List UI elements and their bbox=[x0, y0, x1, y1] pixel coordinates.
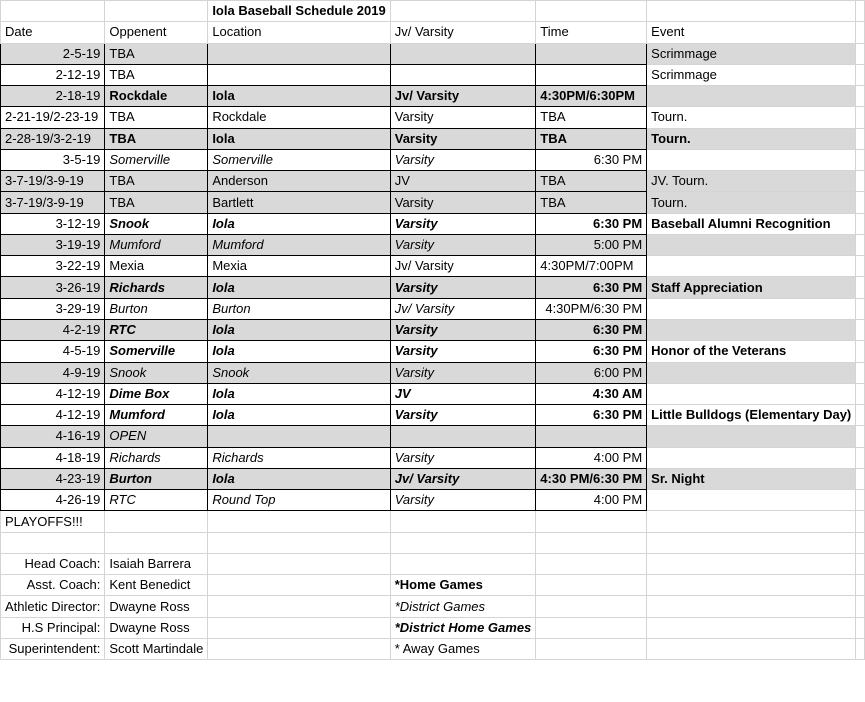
staff-name[interactable]: Dwayne Ross bbox=[105, 596, 208, 617]
game-date[interactable]: 3-29-19 bbox=[1, 298, 105, 319]
game-date[interactable]: 2-18-19 bbox=[1, 86, 105, 107]
game-date[interactable]: 4-26-19 bbox=[1, 490, 105, 511]
game-event[interactable] bbox=[647, 234, 856, 255]
staff-name[interactable]: Scott Martindale bbox=[105, 638, 208, 659]
game-date[interactable]: 3-12-19 bbox=[1, 213, 105, 234]
game-date[interactable]: 3-22-19 bbox=[1, 256, 105, 277]
game-date[interactable]: 4-9-19 bbox=[1, 362, 105, 383]
game-opponent[interactable]: Richards bbox=[105, 277, 208, 298]
game-time[interactable]: 6:00 PM bbox=[536, 362, 647, 383]
game-event[interactable]: JV. Tourn. bbox=[647, 171, 856, 192]
blank-cell[interactable] bbox=[647, 596, 856, 617]
game-opponent[interactable]: TBA bbox=[105, 107, 208, 128]
staff-role[interactable]: Head Coach: bbox=[1, 553, 105, 574]
game-event[interactable] bbox=[647, 490, 856, 511]
game-level[interactable] bbox=[390, 64, 536, 85]
header-opponent[interactable]: Oppenent bbox=[105, 22, 208, 43]
sheet-title[interactable]: Iola Baseball Schedule 2019 bbox=[208, 1, 390, 22]
game-date[interactable]: 4-18-19 bbox=[1, 447, 105, 468]
game-date[interactable]: 3-7-19/3-9-19 bbox=[1, 171, 105, 192]
game-opponent[interactable]: TBA bbox=[105, 171, 208, 192]
game-location[interactable]: Anderson bbox=[208, 171, 390, 192]
game-level[interactable]: Jv/ Varsity bbox=[390, 298, 536, 319]
blank-cell[interactable] bbox=[856, 107, 865, 128]
game-date[interactable]: 3-26-19 bbox=[1, 277, 105, 298]
blank-cell[interactable] bbox=[208, 596, 390, 617]
blank-cell[interactable] bbox=[1, 1, 105, 22]
game-date[interactable]: 3-5-19 bbox=[1, 149, 105, 170]
blank-cell[interactable] bbox=[856, 213, 865, 234]
game-event[interactable]: Tourn. bbox=[647, 192, 856, 213]
blank-cell[interactable] bbox=[208, 575, 390, 596]
game-date[interactable]: 4-2-19 bbox=[1, 319, 105, 340]
game-event[interactable]: Tourn. bbox=[647, 128, 856, 149]
blank-cell[interactable] bbox=[856, 362, 865, 383]
game-level[interactable]: Varsity bbox=[390, 213, 536, 234]
game-row bbox=[1, 362, 865, 383]
blank-cell[interactable] bbox=[536, 1, 647, 22]
blank-cell[interactable] bbox=[647, 553, 856, 574]
game-time[interactable]: 6:30 PM bbox=[536, 341, 647, 362]
blank-cell[interactable] bbox=[856, 468, 865, 489]
game-row bbox=[1, 43, 865, 64]
game-opponent[interactable]: TBA bbox=[105, 64, 208, 85]
game-level[interactable]: Jv/ Varsity bbox=[390, 468, 536, 489]
game-opponent[interactable]: Snook bbox=[105, 362, 208, 383]
game-level[interactable]: Varsity bbox=[390, 362, 536, 383]
game-event[interactable] bbox=[647, 319, 856, 340]
game-opponent[interactable]: RTC bbox=[105, 319, 208, 340]
game-event[interactable] bbox=[647, 362, 856, 383]
blank-cell[interactable] bbox=[647, 575, 856, 596]
game-level[interactable]: Varsity bbox=[390, 107, 536, 128]
game-row bbox=[1, 447, 865, 468]
blank-cell[interactable] bbox=[390, 553, 536, 574]
blank-cell[interactable] bbox=[856, 149, 865, 170]
game-level[interactable]: Varsity bbox=[390, 490, 536, 511]
blank-cell[interactable] bbox=[536, 617, 647, 638]
header-time[interactable]: Time bbox=[536, 22, 647, 43]
blank-cell[interactable] bbox=[856, 426, 865, 447]
game-event[interactable]: Sr. Night bbox=[647, 468, 856, 489]
game-time[interactable]: 4:00 PM bbox=[536, 490, 647, 511]
game-opponent[interactable]: Burton bbox=[105, 298, 208, 319]
game-row bbox=[1, 490, 865, 511]
blank-cell[interactable] bbox=[536, 553, 647, 574]
game-location[interactable]: Iola bbox=[208, 319, 390, 340]
staff-name[interactable]: Kent Benedict bbox=[105, 575, 208, 596]
game-time[interactable]: TBA bbox=[536, 171, 647, 192]
blank-cell[interactable] bbox=[856, 22, 865, 43]
game-level[interactable] bbox=[390, 43, 536, 64]
game-location[interactable] bbox=[208, 426, 390, 447]
game-date[interactable]: 2-5-19 bbox=[1, 43, 105, 64]
game-level[interactable]: Varsity bbox=[390, 234, 536, 255]
game-date[interactable]: 2-21-19/2-23-19 bbox=[1, 107, 105, 128]
game-opponent[interactable]: Burton bbox=[105, 468, 208, 489]
blank-cell[interactable] bbox=[647, 511, 856, 532]
blank-cell[interactable] bbox=[856, 171, 865, 192]
game-time[interactable]: TBA bbox=[536, 192, 647, 213]
game-time[interactable] bbox=[536, 426, 647, 447]
game-level[interactable]: Jv/ Varsity bbox=[390, 86, 536, 107]
game-date[interactable]: 4-12-19 bbox=[1, 383, 105, 404]
game-location[interactable]: Iola bbox=[208, 468, 390, 489]
blank-cell[interactable] bbox=[856, 319, 865, 340]
game-event[interactable] bbox=[647, 256, 856, 277]
game-location[interactable] bbox=[208, 43, 390, 64]
game-opponent[interactable]: Somerville bbox=[105, 149, 208, 170]
game-row bbox=[1, 319, 865, 340]
blank-cell[interactable] bbox=[105, 532, 208, 553]
blank-cell[interactable] bbox=[856, 638, 865, 659]
staff-role[interactable]: Athletic Director: bbox=[1, 596, 105, 617]
blank-cell[interactable] bbox=[390, 1, 536, 22]
blank-cell[interactable] bbox=[1, 532, 105, 553]
game-location[interactable] bbox=[208, 64, 390, 85]
blank-cell[interactable] bbox=[647, 638, 856, 659]
game-level[interactable]: JV bbox=[390, 171, 536, 192]
blank-cell[interactable] bbox=[856, 43, 865, 64]
game-location[interactable]: Bartlett bbox=[208, 192, 390, 213]
game-row bbox=[1, 234, 865, 255]
game-event[interactable]: Little Bulldogs (Elementary Day) bbox=[647, 405, 856, 426]
blank-cell[interactable] bbox=[208, 553, 390, 574]
game-location[interactable]: Mexia bbox=[208, 256, 390, 277]
blank-cell[interactable] bbox=[856, 256, 865, 277]
game-date[interactable]: 2-12-19 bbox=[1, 64, 105, 85]
game-location[interactable]: Snook bbox=[208, 362, 390, 383]
blank-cell[interactable] bbox=[856, 617, 865, 638]
blank-cell[interactable] bbox=[208, 511, 390, 532]
game-level[interactable]: Jv/ Varsity bbox=[390, 256, 536, 277]
game-time[interactable]: 6:30 PM bbox=[536, 149, 647, 170]
staff-name[interactable]: Isaiah Barrera bbox=[105, 553, 208, 574]
blank-cell[interactable] bbox=[856, 532, 865, 553]
game-opponent[interactable]: Mexia bbox=[105, 256, 208, 277]
staff-role[interactable]: Superintendent: bbox=[1, 638, 105, 659]
game-row bbox=[1, 192, 865, 213]
game-row bbox=[1, 277, 865, 298]
game-time[interactable]: 6:30 PM bbox=[536, 277, 647, 298]
blank-cell[interactable] bbox=[856, 575, 865, 596]
game-time[interactable]: 6:30 PM bbox=[536, 405, 647, 426]
legend-item[interactable]: *District Games bbox=[390, 596, 536, 617]
game-event[interactable] bbox=[647, 149, 856, 170]
game-row bbox=[1, 171, 865, 192]
game-level[interactable]: Varsity bbox=[390, 192, 536, 213]
blank-cell[interactable] bbox=[647, 617, 856, 638]
game-event[interactable] bbox=[647, 86, 856, 107]
game-time[interactable]: 6:30 PM bbox=[536, 319, 647, 340]
game-opponent[interactable]: Mumford bbox=[105, 234, 208, 255]
blank-cell[interactable] bbox=[856, 128, 865, 149]
game-opponent[interactable]: Dime Box bbox=[105, 383, 208, 404]
legend-item[interactable]: *District Home Games bbox=[390, 617, 536, 638]
game-event[interactable]: Scrimmage bbox=[647, 64, 856, 85]
game-row bbox=[1, 107, 865, 128]
blank-cell[interactable] bbox=[856, 298, 865, 319]
game-date[interactable]: 4-12-19 bbox=[1, 405, 105, 426]
game-time[interactable]: 5:00 PM bbox=[536, 234, 647, 255]
blank-cell[interactable] bbox=[105, 1, 208, 22]
game-level[interactable]: Varsity bbox=[390, 319, 536, 340]
blank-cell[interactable] bbox=[390, 511, 536, 532]
game-date[interactable]: 4-23-19 bbox=[1, 468, 105, 489]
game-level[interactable]: Varsity bbox=[390, 149, 536, 170]
game-event[interactable]: Honor of the Veterans bbox=[647, 341, 856, 362]
game-date[interactable]: 4-5-19 bbox=[1, 341, 105, 362]
game-level[interactable]: Varsity bbox=[390, 405, 536, 426]
blank-cell[interactable] bbox=[208, 617, 390, 638]
game-row bbox=[1, 256, 865, 277]
game-opponent[interactable]: Rockdale bbox=[105, 86, 208, 107]
game-event[interactable] bbox=[647, 447, 856, 468]
game-location[interactable]: Mumford bbox=[208, 234, 390, 255]
game-date[interactable]: 3-7-19/3-9-19 bbox=[1, 192, 105, 213]
blank-cell[interactable] bbox=[856, 447, 865, 468]
game-opponent[interactable]: Richards bbox=[105, 447, 208, 468]
blank-cell[interactable] bbox=[856, 383, 865, 404]
game-location[interactable]: Iola bbox=[208, 277, 390, 298]
playoffs-label[interactable]: PLAYOFFS!!! bbox=[1, 511, 105, 532]
header-level[interactable]: Jv/ Varsity bbox=[390, 22, 536, 43]
staff-role[interactable]: Asst. Coach: bbox=[1, 575, 105, 596]
staff-name[interactable]: Dwayne Ross bbox=[105, 617, 208, 638]
game-location[interactable]: Iola bbox=[208, 128, 390, 149]
blank-cell[interactable] bbox=[856, 511, 865, 532]
game-opponent[interactable]: TBA bbox=[105, 43, 208, 64]
blank-cell[interactable] bbox=[856, 192, 865, 213]
blank-cell[interactable] bbox=[208, 638, 390, 659]
game-location[interactable]: Iola bbox=[208, 405, 390, 426]
blank-cell[interactable] bbox=[856, 277, 865, 298]
game-opponent[interactable]: TBA bbox=[105, 128, 208, 149]
header-date[interactable]: Date bbox=[1, 22, 105, 43]
game-time[interactable]: 4:00 PM bbox=[536, 447, 647, 468]
game-location[interactable]: Iola bbox=[208, 86, 390, 107]
game-date[interactable]: 4-16-19 bbox=[1, 426, 105, 447]
game-row bbox=[1, 149, 865, 170]
game-row bbox=[1, 298, 865, 319]
game-row bbox=[1, 405, 865, 426]
game-event[interactable] bbox=[647, 298, 856, 319]
blank-cell[interactable] bbox=[856, 596, 865, 617]
blank-cell[interactable] bbox=[536, 638, 647, 659]
game-event[interactable] bbox=[647, 383, 856, 404]
blank-cell[interactable] bbox=[856, 64, 865, 85]
game-row bbox=[1, 468, 865, 489]
blank-cell[interactable] bbox=[856, 490, 865, 511]
game-location[interactable]: Iola bbox=[208, 213, 390, 234]
game-row bbox=[1, 426, 865, 447]
blank-cell[interactable] bbox=[208, 532, 390, 553]
game-time[interactable] bbox=[536, 43, 647, 64]
legend-item[interactable]: *Home Games bbox=[390, 575, 536, 596]
game-location[interactable]: Burton bbox=[208, 298, 390, 319]
blank-cell[interactable] bbox=[856, 1, 865, 22]
blank-cell[interactable] bbox=[647, 1, 856, 22]
game-event[interactable]: Scrimmage bbox=[647, 43, 856, 64]
blank-cell[interactable] bbox=[856, 341, 865, 362]
blank-cell[interactable] bbox=[856, 405, 865, 426]
game-opponent[interactable]: TBA bbox=[105, 192, 208, 213]
game-time[interactable]: 4:30PM/6:30 PM bbox=[536, 298, 647, 319]
game-opponent[interactable]: Snook bbox=[105, 213, 208, 234]
game-opponent[interactable]: OPEN bbox=[105, 426, 208, 447]
game-event[interactable] bbox=[647, 426, 856, 447]
game-level[interactable]: JV bbox=[390, 383, 536, 404]
game-event[interactable]: Staff Appreciation bbox=[647, 277, 856, 298]
legend-item[interactable]: * Away Games bbox=[390, 638, 536, 659]
game-row bbox=[1, 213, 865, 234]
game-row bbox=[1, 383, 865, 404]
game-row bbox=[1, 64, 865, 85]
game-level[interactable]: Varsity bbox=[390, 341, 536, 362]
game-level[interactable]: Varsity bbox=[390, 447, 536, 468]
game-time[interactable]: TBA bbox=[536, 107, 647, 128]
game-location[interactable]: Somerville bbox=[208, 149, 390, 170]
game-time[interactable]: 4:30 AM bbox=[536, 383, 647, 404]
game-opponent[interactable]: Somerville bbox=[105, 341, 208, 362]
game-level[interactable] bbox=[390, 426, 536, 447]
game-time[interactable]: TBA bbox=[536, 128, 647, 149]
game-time[interactable]: 4:30 PM/6:30 PM bbox=[536, 468, 647, 489]
game-location[interactable]: Round Top bbox=[208, 490, 390, 511]
blank-cell[interactable] bbox=[647, 532, 856, 553]
game-location[interactable]: Rockdale bbox=[208, 107, 390, 128]
game-event[interactable]: Baseball Alumni Recognition bbox=[647, 213, 856, 234]
game-time[interactable]: 4:30PM/7:00PM bbox=[536, 256, 647, 277]
blank-cell[interactable] bbox=[390, 532, 536, 553]
game-time[interactable]: 6:30 PM bbox=[536, 213, 647, 234]
game-row bbox=[1, 86, 865, 107]
game-event[interactable]: Tourn. bbox=[647, 107, 856, 128]
game-date[interactable]: 3-19-19 bbox=[1, 234, 105, 255]
game-time[interactable]: 4:30PM/6:30PM bbox=[536, 86, 647, 107]
blank-cell[interactable] bbox=[536, 511, 647, 532]
staff-role[interactable]: H.S Principal: bbox=[1, 617, 105, 638]
game-opponent[interactable]: Mumford bbox=[105, 405, 208, 426]
blank-cell[interactable] bbox=[536, 532, 647, 553]
header-event[interactable]: Event bbox=[647, 22, 856, 43]
game-time[interactable] bbox=[536, 64, 647, 85]
game-level[interactable]: Varsity bbox=[390, 277, 536, 298]
game-location[interactable]: Richards bbox=[208, 447, 390, 468]
blank-cell[interactable] bbox=[105, 511, 208, 532]
game-date[interactable]: 2-28-19/3-2-19 bbox=[1, 128, 105, 149]
game-location[interactable]: Iola bbox=[208, 383, 390, 404]
game-opponent[interactable]: RTC bbox=[105, 490, 208, 511]
blank-cell[interactable] bbox=[856, 234, 865, 255]
game-location[interactable]: Iola bbox=[208, 341, 390, 362]
game-level[interactable]: Varsity bbox=[390, 128, 536, 149]
blank-cell[interactable] bbox=[536, 596, 647, 617]
blank-cell[interactable] bbox=[536, 575, 647, 596]
game-row bbox=[1, 341, 865, 362]
blank-cell[interactable] bbox=[856, 86, 865, 107]
game-row bbox=[1, 128, 865, 149]
blank-cell[interactable] bbox=[856, 553, 865, 574]
header-location[interactable]: Location bbox=[208, 22, 390, 43]
